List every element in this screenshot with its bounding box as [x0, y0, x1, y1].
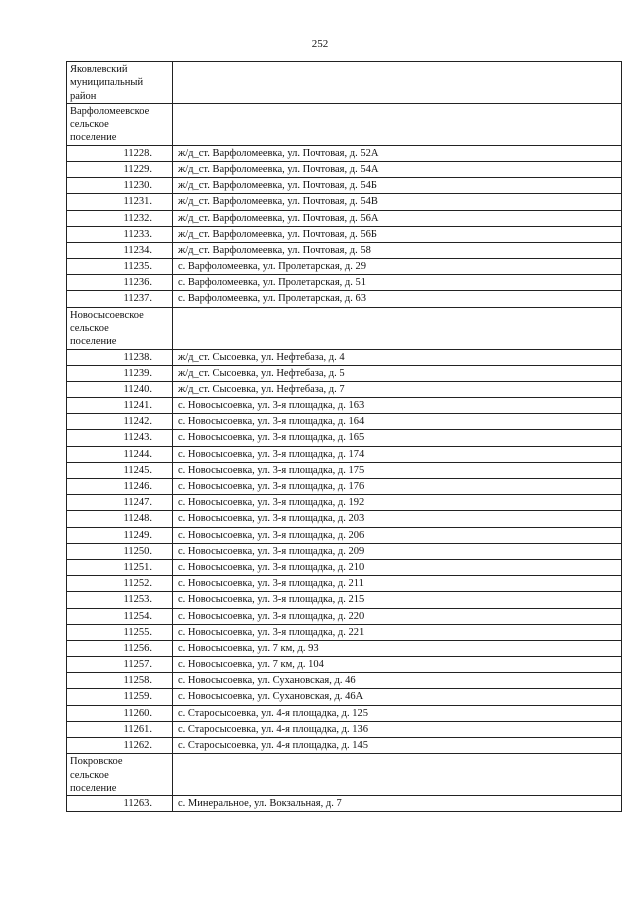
- section-name-line: сельское: [70, 322, 109, 334]
- row-number: 11249.: [67, 527, 173, 543]
- row-number: 11263.: [67, 796, 173, 812]
- section-name: [67, 62, 173, 104]
- row-address: с. Варфоломеевка, ул. Пролетарская, д. 63: [173, 291, 622, 307]
- row-number: 11246.: [67, 479, 173, 495]
- row-address: ж/д_ст. Сысоевка, ул. Нефтебаза, д. 4: [173, 349, 622, 365]
- table-row: [67, 145, 622, 161]
- row-number: 11254.: [67, 608, 173, 624]
- row-number: 11260.: [67, 705, 173, 721]
- section-empty-cell: [173, 307, 622, 349]
- section-empty-cell: [173, 754, 622, 796]
- row-address: с. Новосысоевка, ул. 3-я площадка, д. 165: [173, 430, 622, 446]
- table-row: [67, 430, 622, 446]
- table-row: [67, 462, 622, 478]
- table-row: [67, 226, 622, 242]
- row-address: ж/д_ст. Сысоевка, ул. Нефтебаза, д. 5: [173, 365, 622, 381]
- row-number: 11230.: [67, 178, 173, 194]
- row-address: с. Новосысоевка, ул. 7 км, д. 93: [173, 640, 622, 656]
- table-row: [67, 657, 622, 673]
- row-address: с. Новосысоевка, ул. 3-я площадка, д. 164: [173, 414, 622, 430]
- section-header-row: [67, 103, 622, 145]
- row-address: с. Минеральное, ул. Вокзальная, д. 7: [173, 796, 622, 812]
- row-address: с. Новосысоевка, ул. Сухановская, д. 46А: [173, 689, 622, 705]
- section-name-line: поселение: [70, 336, 117, 348]
- row-number: 11255.: [67, 624, 173, 640]
- table-row: [67, 527, 622, 543]
- page-number: 252: [311, 38, 329, 50]
- row-number: 11258.: [67, 673, 173, 689]
- table-row: [67, 161, 622, 177]
- table-row: [67, 689, 622, 705]
- row-number: 11257.: [67, 657, 173, 673]
- section-name: [67, 754, 173, 796]
- table-row: [67, 738, 622, 754]
- row-address: с. Новосысоевка, ул. 3-я площадка, д. 220: [173, 608, 622, 624]
- row-number: 11243.: [67, 430, 173, 446]
- section-name-line: сельское: [70, 119, 109, 131]
- row-address: с. Новосысоевка, ул. 3-я площадка, д. 221: [173, 624, 622, 640]
- row-address: с. Старосысоевка, ул. 4-я площадка, д. 125: [173, 705, 622, 721]
- row-address: с. Новосысоевка, ул. 3-я площадка, д. 209: [173, 543, 622, 559]
- table-row: [67, 194, 622, 210]
- table-row: [67, 446, 622, 462]
- row-number: 11234.: [67, 242, 173, 258]
- section-name-line: Покровское: [70, 756, 123, 768]
- row-address: с. Новосысоевка, ул. Сухановская, д. 46: [173, 673, 622, 689]
- table-row: [67, 365, 622, 381]
- row-address: с. Новосысоевка, ул. 3-я площадка, д. 211: [173, 576, 622, 592]
- section-empty-cell: [173, 103, 622, 145]
- row-address: ж/д_ст. Сысоевка, ул. Нефтебаза, д. 7: [173, 381, 622, 397]
- row-number: 11247.: [67, 495, 173, 511]
- section-name-line: Новосысоевское: [70, 309, 144, 321]
- section-name-line: поселение: [70, 782, 117, 794]
- row-number: 11231.: [67, 194, 173, 210]
- row-number: 11248.: [67, 511, 173, 527]
- row-number: 11232.: [67, 210, 173, 226]
- row-number: 11235.: [67, 259, 173, 275]
- section-header-row: [67, 754, 622, 796]
- row-address: ж/д_ст. Варфоломеевка, ул. Почтовая, д. 58: [173, 242, 622, 258]
- row-number: 11245.: [67, 462, 173, 478]
- registry-body: [67, 62, 622, 812]
- address-registry-table: [66, 61, 622, 812]
- section-name-line: район: [70, 90, 97, 102]
- row-address: с. Новосысоевка, ул. 3-я площадка, д. 215: [173, 592, 622, 608]
- row-number: 11261.: [67, 721, 173, 737]
- row-address: с. Новосысоевка, ул. 3-я площадка, д. 192: [173, 495, 622, 511]
- row-address: с. Варфоломеевка, ул. Пролетарская, д. 29: [173, 259, 622, 275]
- row-address: ж/д_ст. Варфоломеевка, ул. Почтовая, д. 56А: [173, 210, 622, 226]
- table-row: [67, 721, 622, 737]
- row-number: 11262.: [67, 738, 173, 754]
- table-row: [67, 479, 622, 495]
- row-address: ж/д_ст. Варфоломеевка, ул. Почтовая, д. 56Б: [173, 226, 622, 242]
- row-number: 11240.: [67, 381, 173, 397]
- table-row: [67, 592, 622, 608]
- table-row: [67, 705, 622, 721]
- section-name-line: Яковлевский: [70, 64, 128, 75]
- table-row: [67, 398, 622, 414]
- table-row: [67, 543, 622, 559]
- row-number: 11251.: [67, 559, 173, 575]
- row-number: 11237.: [67, 291, 173, 307]
- table-row: [67, 673, 622, 689]
- section-header-row: [67, 307, 622, 349]
- row-number: 11229.: [67, 161, 173, 177]
- row-address: с. Новосысоевка, ул. 7 км, д. 104: [173, 657, 622, 673]
- section-empty-cell: [173, 62, 622, 104]
- table-row: [67, 414, 622, 430]
- row-address: с. Новосысоевка, ул. 3-я площадка, д. 206: [173, 527, 622, 543]
- section-header-row: [67, 62, 622, 104]
- section-name-line: Варфоломеевское: [70, 105, 150, 117]
- row-number: 11236.: [67, 275, 173, 291]
- row-number: 11244.: [67, 446, 173, 462]
- row-number: 11239.: [67, 365, 173, 381]
- row-number: 11242.: [67, 414, 173, 430]
- row-address: ж/д_ст. Варфоломеевка, ул. Почтовая, д. 54Б: [173, 178, 622, 194]
- row-address: с. Новосысоевка, ул. 3-я площадка, д. 163: [173, 398, 622, 414]
- table-row: [67, 210, 622, 226]
- row-address: с. Старосысоевка, ул. 4-я площадка, д. 145: [173, 738, 622, 754]
- row-address: с. Варфоломеевка, ул. Пролетарская, д. 51: [173, 275, 622, 291]
- section-name-line: поселение: [70, 132, 117, 144]
- row-address: с. Старосысоевка, ул. 4-я площадка, д. 136: [173, 721, 622, 737]
- table-row: [67, 275, 622, 291]
- row-address: ж/д_ст. Варфоломеевка, ул. Почтовая, д. 54В: [173, 194, 622, 210]
- row-number: 11241.: [67, 398, 173, 414]
- table-row: [67, 259, 622, 275]
- row-number: 11228.: [67, 145, 173, 161]
- table-row: [67, 349, 622, 365]
- row-number: 11238.: [67, 349, 173, 365]
- row-number: 11250.: [67, 543, 173, 559]
- table-row: [67, 291, 622, 307]
- table-row: [67, 381, 622, 397]
- row-address: с. Новосысоевка, ул. 3-я площадка, д. 176: [173, 479, 622, 495]
- row-number: 11233.: [67, 226, 173, 242]
- table-row: [67, 511, 622, 527]
- table-row: [67, 640, 622, 656]
- row-address: с. Новосысоевка, ул. 3-я площадка, д. 175: [173, 462, 622, 478]
- table-row: [67, 559, 622, 575]
- section-name: [67, 103, 173, 145]
- table-row: [67, 178, 622, 194]
- section-name-line: сельское: [70, 769, 109, 781]
- table-row: [67, 576, 622, 592]
- row-address: ж/д_ст. Варфоломеевка, ул. Почтовая, д. 52А: [173, 145, 622, 161]
- table-row: [67, 608, 622, 624]
- table-row: [67, 495, 622, 511]
- row-number: 11259.: [67, 689, 173, 705]
- row-address: с. Новосысоевка, ул. 3-я площадка, д. 174: [173, 446, 622, 462]
- row-address: ж/д_ст. Варфоломеевка, ул. Почтовая, д. 54А: [173, 161, 622, 177]
- row-number: 11256.: [67, 640, 173, 656]
- row-number: 11253.: [67, 592, 173, 608]
- row-number: 11252.: [67, 576, 173, 592]
- section-name-line: муниципальный: [70, 77, 144, 89]
- section-name: [67, 307, 173, 349]
- table-row: [67, 796, 622, 812]
- row-address: с. Новосысоевка, ул. 3-я площадка, д. 210: [173, 559, 622, 575]
- row-address: с. Новосысоевка, ул. 3-я площадка, д. 203: [173, 511, 622, 527]
- table-row: [67, 624, 622, 640]
- table-row: [67, 242, 622, 258]
